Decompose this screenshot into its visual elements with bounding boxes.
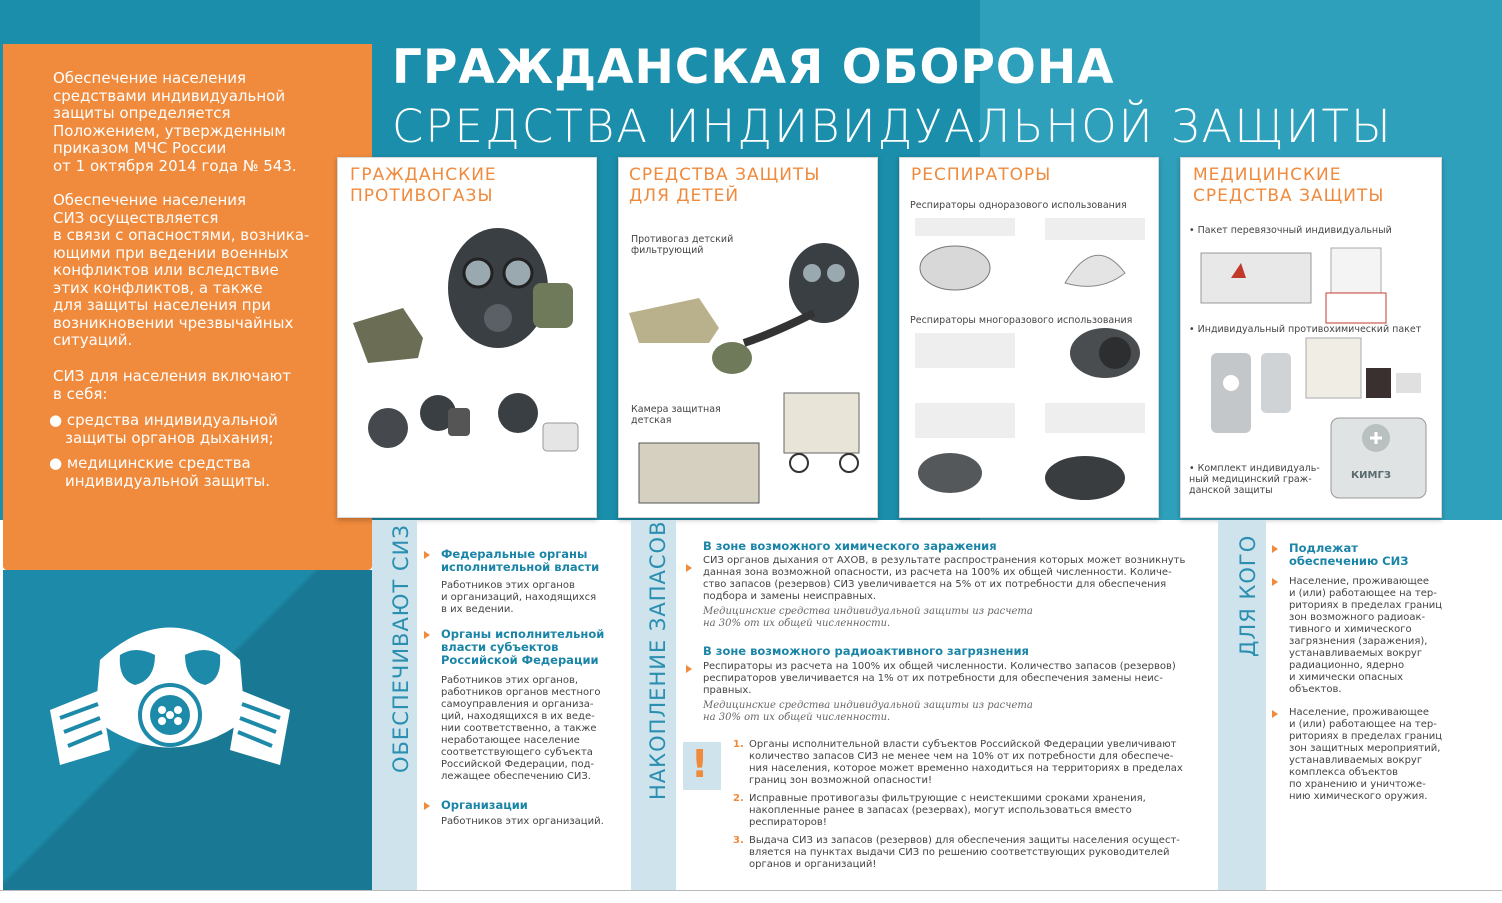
card-title: ГРАЖДАНСКИЕ ПРОТИВОГАЗЫ — [350, 165, 497, 206]
respirator-images — [905, 213, 1155, 513]
vertical-label-provide: ОБЕСПЕЧИВАЮТ СИЗ — [389, 524, 413, 773]
card-civil-gas-masks — [337, 157, 597, 518]
bullet-marker — [1272, 710, 1278, 718]
reserves-chemical-zone: В зоне возможного химического заражения СИЗ органов дыхания от АХОВ, в результате распространения которых может возникнуть данная зона возможной опасности, из расчета на 100% их общей численности. Количе- ство запасов (резервов) СИЗ увеличивается на 5% от их потребности для обеспечения подбора и замены неисправных. Медицинские средства индивидуальной защиты из расчета на 30% от их общей численности. — [686, 540, 1206, 630]
bullet-marker — [686, 665, 692, 673]
intro-paragraph-2: Обеспечение населения СИЗ осуществляется в связи с опасностями, возника- ющими при ведении военных конфликтов или вследствие этих конфликтов, а также для защиты населения при возникновении чрезвычайных ситуаций. — [53, 191, 310, 349]
page-subtitle: СРЕДСТВА ИНДИВИДУАЛЬНОЙ ЗАЩИТЫ — [392, 100, 1393, 153]
bullet-marker — [424, 802, 430, 810]
for-whom-section: Подлежат обеспечению СИЗ Население, проживающее и (или) работающее на тер- риториях в пределах границ зон возможного радиоак- тивного и химического загрязнения (заражения), устанавливаемых вокруг радиационно, ядерно и химически опасных объектов. Население, проживающее и (или) работающее на тер- риториях в пределах границ зон защитных мероприятий, устанавливаемых вокруг комплекса объектов по хранению и уничтоже- нию химического оружия. — [1272, 542, 1452, 803]
card-child-protection — [618, 157, 878, 518]
bullet-marker — [424, 551, 430, 559]
vertical-label-reserves: НАКОПЛЕНИЕ ЗАПАСОВ — [646, 520, 670, 800]
reusable-respirators-label: Респираторы многоразового использования — [910, 315, 1133, 326]
disposable-respirators-label: Респираторы одноразового использования — [910, 200, 1127, 211]
gas-mask-icon — [40, 600, 300, 800]
medical-kit-label: • Комплект индивидуаль- ный медицинский граж- данской защиты — [1189, 463, 1320, 496]
provide-section-federal: Федеральные органы исполнительной власти Работников этих органов и организаций, находящихся в их ведении. — [424, 548, 624, 616]
card-title: СРЕДСТВА ЗАЩИТЫ ДЛЯ ДЕТЕЙ — [629, 165, 821, 206]
gas-mask-images — [348, 228, 588, 508]
reserves-radiation-zone: В зоне возможного радиоактивного загрязнения Респираторы из расчета на 100% их общей численности. Количество запасов (резервов) респираторов увеличивается на 1% от их потребности для обеспечения замены неис- правных. Медицинские средства индивидуальной защиты из расчета на 30% от их общей численности. — [686, 645, 1206, 724]
antichemical-package-label: • Индивидуальный противохимический пакет — [1189, 324, 1422, 335]
card-title: РЕСПИРАТОРЫ — [911, 165, 1052, 185]
child-mask-label: Противогаз детский фильтрующий — [631, 234, 734, 256]
bullet-marker — [424, 631, 430, 639]
child-chamber-label: Камера защитная детская — [631, 404, 721, 426]
intro-bullet-1: ● средства индивидуальной защиты органов дыхания; — [49, 411, 278, 447]
note-3: 3. Выдача СИЗ из запасов (резервов) для обеспечения защиты населения осущест- вляется на пунктах выдачи СИЗ по решению соответствующих руководителей органов и организаций! — [733, 835, 1180, 870]
reserves-notes — [733, 739, 1203, 871]
bullet-marker — [1272, 578, 1278, 586]
vertical-label-for-whom: ДЛЯ КОГО — [1236, 534, 1260, 657]
footer-strip — [0, 890, 1502, 903]
intro-paragraph-3: СИЗ для населения включают в себя: — [53, 367, 292, 403]
card-respirators — [899, 157, 1159, 518]
warning-icon: ! — [691, 742, 709, 786]
intro-paragraph-1: Обеспечение населения средствами индивидуальной защиты определяется Положением, утвержденным приказом МЧС России от 1 октября 2014 года № 543. — [53, 69, 297, 175]
note-1: 1. Органы исполнительной власти субъектов Российской Федерации увеличивают количество запасов СИЗ не менее чем на 10% от их потребности для обеспече- ния населения, которое может временно находиться на территориях в пределах границ зон возможной опасности! — [733, 739, 1183, 786]
note-2: 2. Исправные противогазы фильтрующие с неистекшими сроками хранения, накопленные ранее в запасах (резервах), могут использоваться вместо респираторов! — [733, 793, 1146, 828]
kit-label: КИМГЗ — [1351, 470, 1391, 481]
bullet-marker — [686, 564, 692, 572]
card-medical-protection — [1180, 157, 1442, 518]
child-protection-images — [624, 243, 874, 513]
page-title: ГРАЖДАНСКАЯ ОБОРОНА — [392, 40, 1115, 95]
bullet-marker — [1272, 545, 1278, 553]
card-title: МЕДИЦИНСКИЕ СРЕДСТВА ЗАЩИТЫ — [1193, 165, 1385, 206]
provide-section-regional: Органы исполнительной власти субъектов Российской Федерации Работников этих органов, работников органов местного самоуправления и организа- ций, находящихся в их веде- нии соответственно, а также неработающее население соответствующего субъекта Российской Федерации, под- лежащее обеспечению СИЗ. — [424, 628, 624, 783]
intro-bullet-2: ● медицинские средства индивидуальной защиты. — [49, 454, 271, 490]
dressing-package-label: • Пакет перевязочный индивидуальный — [1189, 225, 1392, 236]
medical-kit-images — [1191, 243, 1436, 513]
provide-section-organizations: Организации Работников этих организаций. — [424, 799, 624, 828]
